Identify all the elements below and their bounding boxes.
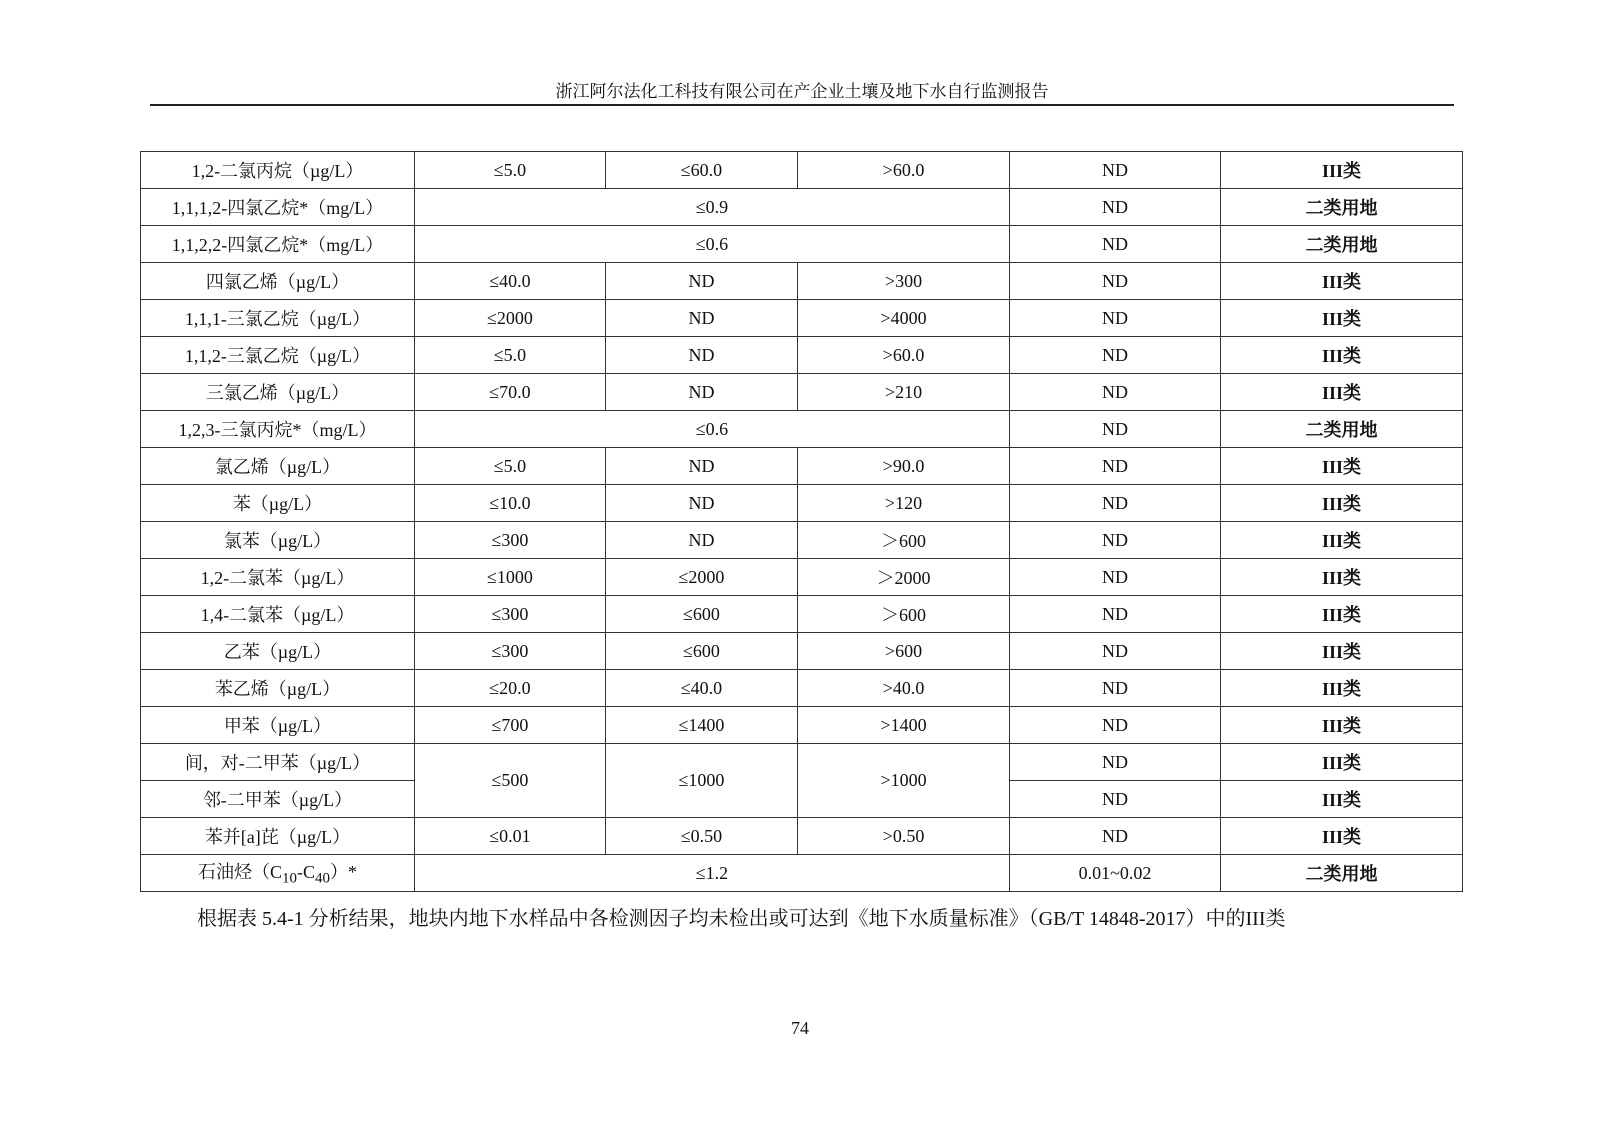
standard-class-iii-value: ≤10.0 <box>415 485 606 522</box>
standard-class-iii-value: ≤300 <box>415 596 606 633</box>
standard-class-iv-value: ≤1000 <box>606 744 798 818</box>
standard-class-iii-value: ≤1000 <box>415 559 606 596</box>
standard-class-v-value: >120 <box>798 485 1010 522</box>
evaluation-class: III类 <box>1221 781 1463 818</box>
table-row <box>141 744 1463 781</box>
standard-class-v-value: >0.50 <box>798 818 1010 855</box>
standard-class-iv-value: ND <box>606 448 798 485</box>
standard-class-iii-value: ≤2000 <box>415 300 606 337</box>
summary-paragraph: 根据表 5.4-1 分析结果，地块内地下水样品中各检测因子均未检出或可达到《地下水质量标准》（GB/T 14848-2017）中的III类 <box>197 908 1286 930</box>
table-row <box>141 522 1463 559</box>
table-row <box>141 411 1463 448</box>
standard-class-v-value: >1400 <box>798 707 1010 744</box>
pollutant-name: 甲苯（µg/L） <box>141 707 415 744</box>
pollutant-name: 苯并[a]芘（µg/L） <box>141 818 415 855</box>
standard-class-iii-value: ≤0.01 <box>415 818 606 855</box>
standard-class-iv-value: ND <box>606 374 798 411</box>
header-divider <box>150 104 1454 106</box>
table-row <box>141 670 1463 707</box>
evaluation-class: III类 <box>1221 263 1463 300</box>
evaluation-class: III类 <box>1221 337 1463 374</box>
pollutant-name <box>141 855 415 892</box>
table-row <box>141 337 1463 374</box>
evaluation-class: III类 <box>1221 374 1463 411</box>
standard-class-iv-value: ≤2000 <box>606 559 798 596</box>
evaluation-class: III类 <box>1221 633 1463 670</box>
standard-class-v-value: ＞600 <box>798 522 1010 559</box>
standard-class-iv-value: ND <box>606 300 798 337</box>
detection-result: 0.01~0.02 <box>1010 855 1221 892</box>
standard-class-iii-value: ≤500 <box>415 744 606 818</box>
standard-class-v-value: >210 <box>798 374 1010 411</box>
standard-class-iv-value: ND <box>606 263 798 300</box>
screening-value: ≤1.2 <box>415 855 1010 892</box>
evaluation-class: 二类用地 <box>1221 855 1463 892</box>
standard-class-v-value: >4000 <box>798 300 1010 337</box>
table-row <box>141 448 1463 485</box>
detection-result: ND <box>1010 300 1221 337</box>
evaluation-class: III类 <box>1221 152 1463 189</box>
standard-class-iv-value: ≤600 <box>606 633 798 670</box>
detection-result: ND <box>1010 744 1221 781</box>
table-row <box>141 707 1463 744</box>
standard-class-v-value: ＞600 <box>798 596 1010 633</box>
standard-class-iv-value: ≤1400 <box>606 707 798 744</box>
table-row <box>141 189 1463 226</box>
table-row <box>141 226 1463 263</box>
table-row <box>141 559 1463 596</box>
detection-result: ND <box>1010 670 1221 707</box>
detection-result: ND <box>1010 337 1221 374</box>
groundwater-standards-table <box>140 151 1463 892</box>
detection-result: ND <box>1010 485 1221 522</box>
page-number: 74 <box>791 1018 809 1038</box>
evaluation-class: III类 <box>1221 818 1463 855</box>
pollutant-name: 乙苯（µg/L） <box>141 633 415 670</box>
pollutant-name: 四氯乙烯（µg/L） <box>141 263 415 300</box>
pollutant-name-suffix: ）* <box>330 862 357 883</box>
pollutant-name: 间，对-二甲苯（µg/L） <box>141 744 415 781</box>
evaluation-class: III类 <box>1221 448 1463 485</box>
screening-value: ≤0.6 <box>415 226 1010 263</box>
standard-class-iii-value: ≤70.0 <box>415 374 606 411</box>
evaluation-class: 二类用地 <box>1221 226 1463 263</box>
report-header-title: 浙江阿尔法化工科技有限公司在产企业土壤及地下水自行监测报告 <box>555 82 1049 102</box>
standard-class-iv-value: ≤0.50 <box>606 818 798 855</box>
evaluation-class: 二类用地 <box>1221 189 1463 226</box>
standard-class-v-value: ＞2000 <box>798 559 1010 596</box>
table-row <box>141 818 1463 855</box>
carbon-subscript-end: 40 <box>315 870 330 887</box>
detection-result: ND <box>1010 707 1221 744</box>
evaluation-class: III类 <box>1221 522 1463 559</box>
pollutant-name: 1,1,1,2-四氯乙烷*（mg/L） <box>141 189 415 226</box>
evaluation-class: III类 <box>1221 485 1463 522</box>
evaluation-class: III类 <box>1221 596 1463 633</box>
pollutant-name: 1,1,2-三氯乙烷（µg/L） <box>141 337 415 374</box>
pollutant-name: 氯苯（µg/L） <box>141 522 415 559</box>
pollutant-name: 氯乙烯（µg/L） <box>141 448 415 485</box>
evaluation-class: III类 <box>1221 707 1463 744</box>
standard-class-v-value: >60.0 <box>798 337 1010 374</box>
pollutant-name: 苯（µg/L） <box>141 485 415 522</box>
standard-class-iii-value: ≤40.0 <box>415 263 606 300</box>
detection-result: ND <box>1010 263 1221 300</box>
pollutant-name: 1,2-二氯苯（µg/L） <box>141 559 415 596</box>
standard-class-iii-value: ≤5.0 <box>415 337 606 374</box>
standard-class-iv-value: ND <box>606 522 798 559</box>
evaluation-class: 二类用地 <box>1221 411 1463 448</box>
detection-result: ND <box>1010 781 1221 818</box>
detection-result: ND <box>1010 559 1221 596</box>
standard-class-v-value: >1000 <box>798 744 1010 818</box>
standard-class-v-value: >60.0 <box>798 152 1010 189</box>
table-row <box>141 263 1463 300</box>
detection-result: ND <box>1010 152 1221 189</box>
screening-value: ≤0.9 <box>415 189 1010 226</box>
standard-class-iii-value: ≤5.0 <box>415 448 606 485</box>
table-row <box>141 374 1463 411</box>
standard-class-v-value: >600 <box>798 633 1010 670</box>
pollutant-name: 三氯乙烯（µg/L） <box>141 374 415 411</box>
screening-value: ≤0.6 <box>415 411 1010 448</box>
standard-class-iii-value: ≤300 <box>415 633 606 670</box>
standard-class-iv-value: ≤600 <box>606 596 798 633</box>
standard-class-iv-value: ≤40.0 <box>606 670 798 707</box>
evaluation-class: III类 <box>1221 670 1463 707</box>
standard-class-v-value: >300 <box>798 263 1010 300</box>
table-row <box>141 300 1463 337</box>
pollutant-name: 1,4-二氯苯（µg/L） <box>141 596 415 633</box>
evaluation-class: III类 <box>1221 744 1463 781</box>
evaluation-class: III类 <box>1221 300 1463 337</box>
pollutant-name-prefix: 石油烃（C <box>197 862 282 883</box>
table-row <box>141 596 1463 633</box>
detection-result: ND <box>1010 374 1221 411</box>
detection-result: ND <box>1010 633 1221 670</box>
pollutant-name-mid: -C <box>297 862 315 883</box>
standard-class-iii-value: ≤5.0 <box>415 152 606 189</box>
table-row <box>141 485 1463 522</box>
detection-result: ND <box>1010 189 1221 226</box>
evaluation-class: III类 <box>1221 559 1463 596</box>
standard-class-iv-value: ND <box>606 485 798 522</box>
detection-result: ND <box>1010 226 1221 263</box>
table-row <box>141 152 1463 189</box>
standard-class-iii-value: ≤700 <box>415 707 606 744</box>
standard-class-iii-value: ≤300 <box>415 522 606 559</box>
pollutant-name: 邻-二甲苯（µg/L） <box>141 781 415 818</box>
detection-result: ND <box>1010 596 1221 633</box>
detection-result: ND <box>1010 448 1221 485</box>
pollutant-name: 1,2-二氯丙烷（µg/L） <box>141 152 415 189</box>
detection-result: ND <box>1010 411 1221 448</box>
carbon-subscript-start: 10 <box>282 870 297 887</box>
standard-class-iii-value: ≤20.0 <box>415 670 606 707</box>
pollutant-name: 苯乙烯（µg/L） <box>141 670 415 707</box>
table-row <box>141 633 1463 670</box>
table-row <box>141 855 1463 892</box>
pollutant-name: 1,1,2,2-四氯乙烷*（mg/L） <box>141 226 415 263</box>
pollutant-name: 1,1,1-三氯乙烷（µg/L） <box>141 300 415 337</box>
standard-class-v-value: >90.0 <box>798 448 1010 485</box>
standard-class-iv-value: ND <box>606 337 798 374</box>
detection-result: ND <box>1010 522 1221 559</box>
detection-result: ND <box>1010 818 1221 855</box>
pollutant-name: 1,2,3-三氯丙烷*（mg/L） <box>141 411 415 448</box>
standard-class-v-value: >40.0 <box>798 670 1010 707</box>
standard-class-iv-value: ≤60.0 <box>606 152 798 189</box>
